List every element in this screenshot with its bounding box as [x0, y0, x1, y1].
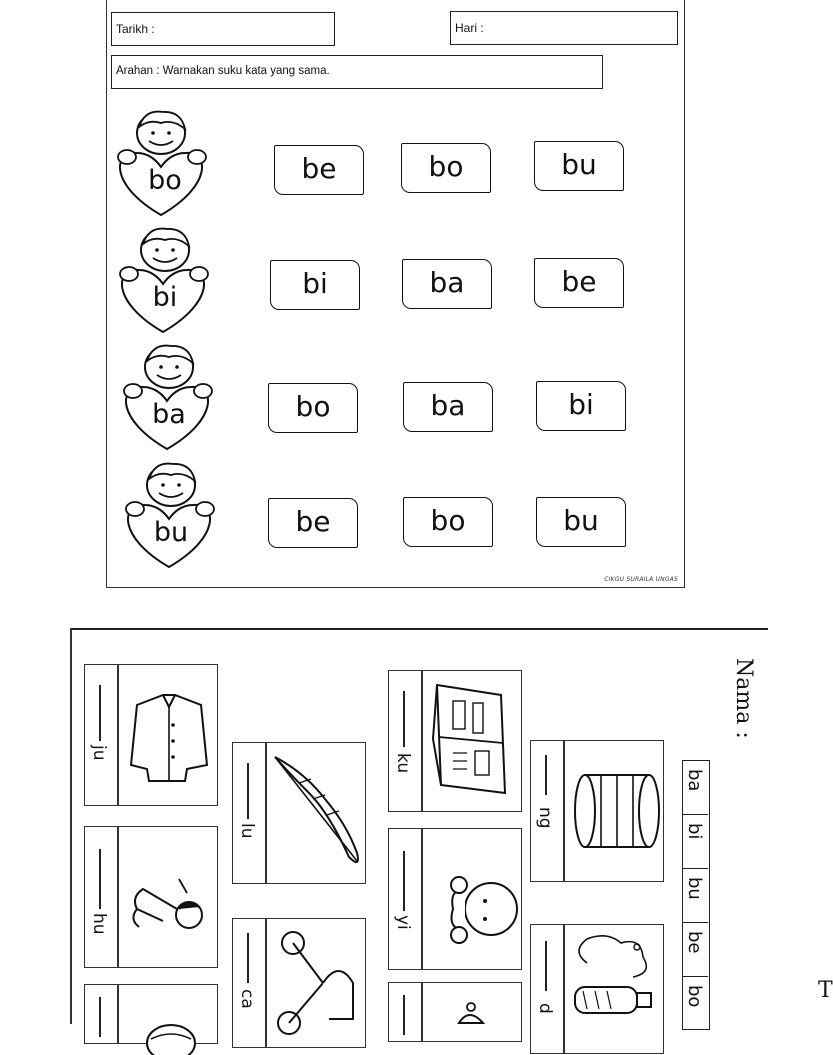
syllable-strip: [682, 760, 710, 1030]
exercise-row: [107, 107, 686, 223]
instruction-text: Arahan : Warnakan suku kata yang sama.: [116, 65, 330, 77]
credit-text: CIKGU SURAILA UNGAS: [604, 576, 678, 583]
picture-card: [84, 664, 218, 806]
picture-card: [232, 918, 366, 1048]
picture-card: [530, 924, 664, 1054]
syllable-option[interactable]: ba: [402, 259, 492, 309]
shirt-icon: [123, 685, 215, 785]
syllable-option[interactable]: ba: [403, 382, 493, 432]
syllable-option[interactable]: bi: [536, 381, 626, 431]
hari-field[interactable]: [450, 11, 678, 45]
worksheet-bottom: [70, 628, 833, 1024]
strip-syllable: be: [684, 931, 705, 954]
drum-icon: [571, 761, 663, 861]
feather-icon: [269, 753, 365, 873]
boy-heart-icon: [115, 224, 215, 336]
syllable-option[interactable]: be: [274, 145, 364, 195]
picture-card: [232, 742, 366, 884]
card-suffix: hu: [89, 913, 109, 935]
page-edge-top: [70, 628, 768, 630]
picture-card: [388, 828, 522, 970]
tarikh-field[interactable]: [111, 12, 335, 46]
picture-card: [388, 670, 522, 812]
nama-label: Nama :: [731, 658, 756, 739]
picture-card: [84, 984, 218, 1044]
picture-card: [388, 982, 522, 1042]
boy-heart-icon: [121, 459, 221, 571]
picture-card: [84, 826, 218, 968]
ball-icon: [141, 1015, 201, 1055]
picture-card: [530, 740, 664, 882]
teapot-icon: [439, 997, 499, 1037]
syllable-option[interactable]: bo: [403, 497, 493, 547]
card-suffix: ng: [535, 807, 555, 829]
syllable-option[interactable]: be: [268, 498, 358, 548]
card-suffix: yi: [393, 915, 413, 930]
bottle-icon: [567, 933, 663, 1043]
exercise-row: [107, 459, 686, 575]
tarikh-label: Tarikh :: [116, 22, 155, 36]
card-suffix: lu: [237, 823, 257, 839]
target-syllable: bo: [148, 165, 182, 196]
book-icon: [429, 681, 521, 801]
person-icon: [123, 849, 215, 949]
syllable-option[interactable]: bi: [270, 260, 360, 310]
syllable-option[interactable]: bu: [536, 497, 626, 547]
syllable-option[interactable]: bo: [401, 143, 491, 193]
target-syllable: ba: [152, 399, 186, 430]
syllable-option[interactable]: bo: [268, 383, 358, 433]
card-suffix: ku: [393, 753, 413, 774]
boy-heart-icon: [119, 341, 219, 453]
instruction-box: [111, 55, 603, 89]
card-suffix: ca: [237, 989, 257, 1009]
page-edge-left: [70, 628, 72, 1024]
target-syllable: bi: [152, 282, 178, 313]
worksheet-top: [106, 0, 685, 588]
hari-label: Hari :: [455, 21, 484, 35]
exercise-row: [107, 224, 686, 340]
baby-icon: [429, 849, 521, 959]
strip-syllable: bo: [684, 985, 705, 1008]
card-suffix: ju: [89, 745, 109, 761]
strip-syllable: ba: [684, 769, 705, 792]
boy-heart-icon: [115, 107, 215, 219]
syllable-option[interactable]: bu: [534, 141, 624, 191]
strip-syllable: bi: [684, 823, 705, 840]
partial-title-letter: T: [818, 978, 833, 1003]
exercise-row: [107, 341, 686, 457]
syllable-option[interactable]: be: [534, 258, 624, 308]
target-syllable: bu: [153, 517, 189, 548]
trishaw-icon: [269, 929, 365, 1039]
card-suffix: d: [535, 1003, 555, 1014]
strip-syllable: bu: [684, 877, 705, 900]
